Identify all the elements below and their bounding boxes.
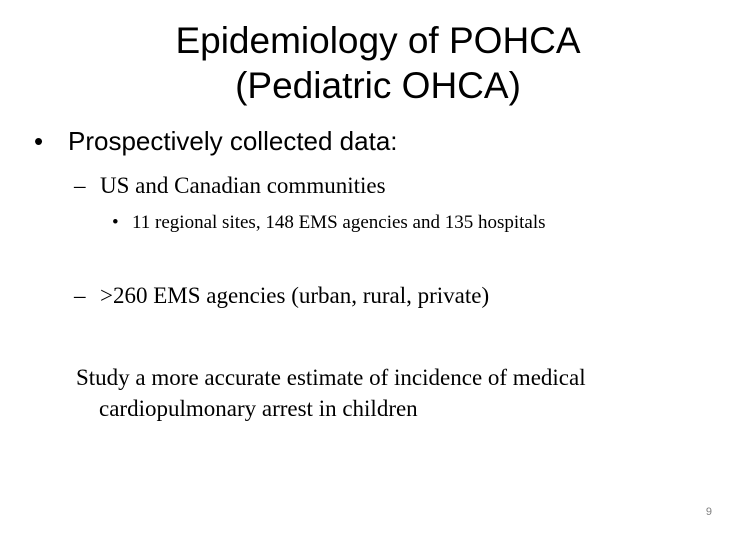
bullet-text: Prospectively collected data: [68,126,398,156]
bullet-marker: • [112,212,119,233]
dash-marker: – [74,173,86,198]
slide-title [60,18,696,108]
title-line-2: (Pediatric OHCA) [235,65,521,106]
page-number: 9 [705,506,712,518]
bullet-text: US and Canadian communities [100,173,386,198]
dash-marker: – [74,283,86,308]
paragraph-line-2: cardiopulmonary arrest in children [99,396,418,421]
study-paragraph [76,362,586,424]
bullet-marker: • [34,126,44,156]
bullet-text: >260 EMS agencies (urban, rural, private) [100,283,490,308]
bullet-text: 11 regional sites, 148 EMS agencies and 135 hospitals [132,212,546,233]
paragraph-line-1: Study a more accurate estimate of incidence of medical [76,365,586,390]
title-line-1: Epidemiology of POHCA [175,20,581,61]
